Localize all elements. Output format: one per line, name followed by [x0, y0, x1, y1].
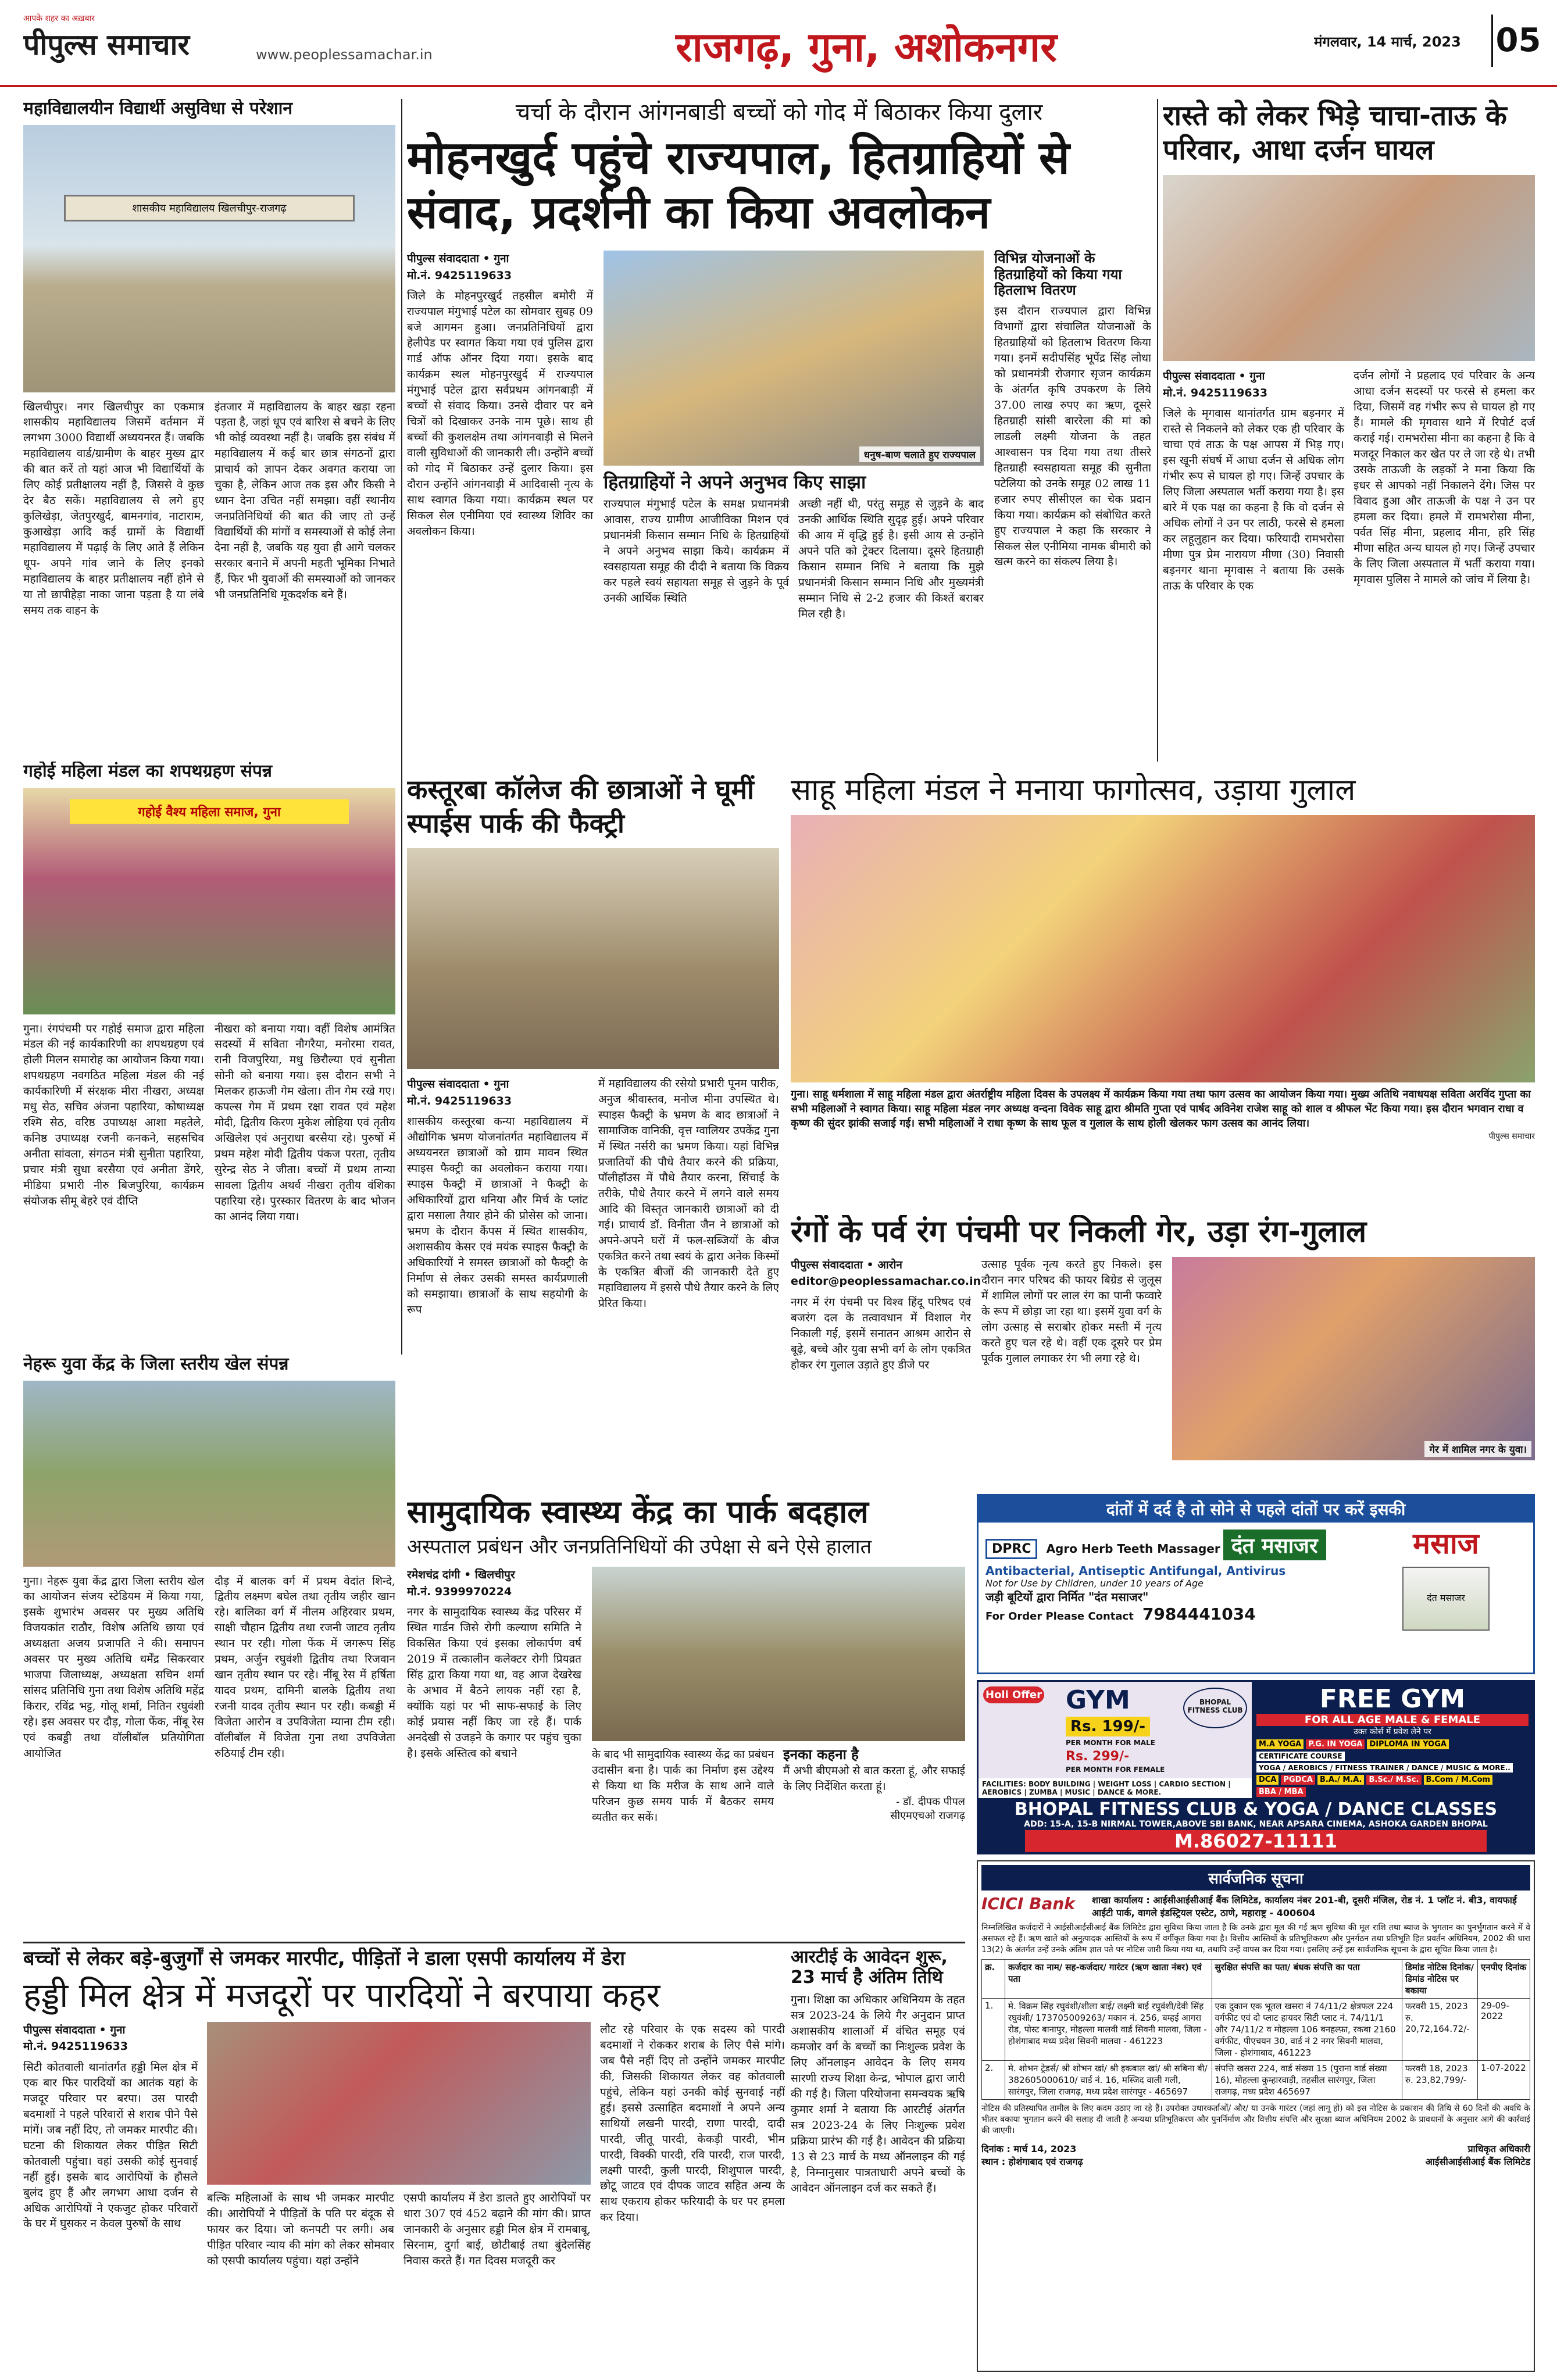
article-text: इस दौरान राज्यपाल द्वारा विभिन्न विभागों द्वारा संचालित योजनाओं के हितग्राहियों को हितलाभ वितरण किया गया। इनमें सदीपसिंह भूपेंद्र सिंह लोधा को प्रधानमंत्री रोजगार सृजन कार्यक्रम के अंतर्गत कृषि उपकरण के लिये 37.00 लाख रुपए का ऋण, दूसरे हितग्राही सांसी बाररेला की मां को लाडली लक्ष्मी योजना के तहत आश्वासन पत्र दिया गया तथा तीसरे हितग्राही स्वसहायता समूह की सुनीता पटेलिया को उनके समूह 02 लाख 11 हजार रुपए सीसीएल का चेक प्रदान किया गया। कार्यक्रम को संबोधित करते हुए राज्यपाल ने कहा कि सरकार ने सिकल सेल एनीमिया नामक बीमारी को खत्म करने का संकल्प लिया है।: [994, 304, 1151, 569]
ad-massage-text: मसाज: [1413, 1527, 1479, 1560]
article-college: [23, 99, 395, 762]
article-text: जिले के मृगवास थानांतर्गत ग्राम बड़नगर में रास्ते से निकलने को लेकर एक ही परिवार के चाचा एवं ताऊ के पक्ष आपस में भिड़ गए। इस खूनी संघर्ष में आधा दर्जन से अधिक लोग गंभीर रूप से घायल हो गए। जिन्हें उपचार के लिए जिला अस्पताल भर्ती कराया गया है। इस बारे में एक पक्ष का कहना है कि वो दर्जन से अधिक लोगों ने उन पर लाठी, फरसे से हमला कर लहूलुहान कर दिया। फरियादी रामभरोसा मीणा पुत्र प्रेम नारायण मीणा (30) निवासी बड़नगर थाना मृगवास ने बताया कि उसके ताऊ के परिवार के एक: [1163, 407, 1344, 592]
ad-courses: [1256, 1739, 1529, 1797]
article-text: लौट रहे परिवार के एक सदस्य को पारदी बदमाशों ने रोककर शराब के लिए पैसे मांगे। जब पैसे नहीं दिए तो उन्होंने जमकर मारपीट की, जिसकी शिकायत लेकर वह कोतवाली पहुंचे, लेकिन यहां उनकी कोई सुनवाई नहीं हुई। इससे उत्साहित बदमाशों ने अपने अन्य साथियों लखनी पारदी, राणा पारदी, दादी पारदी, जीतू पारदी, केकड़ी पारदी, भीम पारदी, विक्की पारदी, रवि पारदी, राज पारदी, लक्ष्मी पारदी, कुली पारदी, शिशुपाल पारदी, छोटू जाटव एवं दीपक जाटव सहित अन्य के साथ एकराय होकर फरियादी के घर पर हमला कर दिया।: [600, 2022, 785, 2224]
ad-pack: दंत मसाजर: [1402, 1567, 1490, 1631]
article-headline: रंगों के पर्व रंग पंचमी पर निकली गेर, उड़ा रंग-गुलाल: [791, 1215, 1367, 1249]
photo-caption: गेर में शामिल नगर के युवा।: [1424, 1441, 1531, 1457]
article-text: सिटी कोतवाली थानांतर्गत हड्डी मिल क्षेत्र में एक बार फिर पारदियों का आतंक यहां के मजदूर परिवार पर बरपा। उस पारदी बदमाशों ने पहले परिवारों से शराब पीने पैसे मांगें। जब नहीं दिए, तो जमकर मारपीट की। घटना की शिकायत लेकर पीड़ित सिटी कोतवाली पहुंचा। वहां उसकी कोई सुनवाई नहीं हुई। इसके बाद आरोपियों के हौसले बुलंद हुए हैं और लगभग आधा दर्जन से अधिक आरोपियों ने एकजुट होकर परिवारों के घर में घुसकर न केवल पुरुषों के साथ: [23, 2060, 198, 2231]
article-text: शासकीय कस्तूरबा कन्या महाविद्यालय में औद्योगिक भ्रमण योजनांतर्गत महाविद्यालय में अध्ययनरत छात्राओं को ग्राम मावन स्थित स्पाइस फैक्ट्री का अवलोकन कराया गया। स्पाइस फैक्ट्री में छात्राओं ने फैक्ट्री के अधिकारियों द्वारा धनिया और मिर्च के प्लांट द्वारा मसाला तैयार होने की प्रोसेस को जाना। भ्रमण के दौरान कैंपस में स्थित शासकीय, अशासकीय केसर एवं मयंक स्पाइस फैक्ट्री के अधिकारियों ने समस्त छात्राओं को फैक्ट्री के निर्माण से लेकर उसकी समस्त कार्यप्रणाली को समझाया। छात्राओं के साथ सहयोगी के रूप: [407, 1115, 588, 1316]
article-headline: गहोई महिला मंडल का शपथग्रहण संपन्न: [23, 762, 273, 781]
article-text: नीखरा को बनाया गया। वहीं विशेष आमंत्रित सदस्यों में सविता नौगरैया, मनोरमा रावत, रानी विजपुरिया, मधु छिरौल्या एवं सुनीता सोनी को बनाया गया। इस दौरान सभी ने मिलकर हाऊजी गेम खेला। तीन गेम रखे गए। कपल्स गेम में प्रथम रक्षा रावत एवं महेश मोदी, द्वितीय किरण मुकेश लोहिया एवं तृतीय अखिलेश एवं अनुराधा बरसैया रहे। पुरुषों में प्रथम महेश मोदी द्वितीय पंकज परता, तृतीय सुरेन्द्र सेठ ने जीता। बच्चों में प्रथम तान्या सावला द्वितीय अथर्व नीखरा तृतीय वंशिका पहारिया रहे। पुरस्कार वितरण के बाद भोजन का आनंद लिया गया।: [215, 1022, 395, 1224]
article-headline: आरटीई के आवेदन शुरू, 23 मार्च है अंतिम तिथि: [791, 1947, 948, 1988]
article-rte: [791, 1947, 965, 2372]
article-headline: मोहनखुर्द पहुंचे राज्यपाल, हितग्राहियों से संवाद, प्रदर्शनी का किया अवलोकन: [407, 132, 1070, 239]
advertisement-gym[interactable]: [977, 1680, 1535, 1854]
article-text: नगर में रंग पंचमी पर विश्व हिंदू परिषद एवं बजरंग दल के तत्वावधान में विशाल गेर निकाली गई, इसमें सनातन आश्रम आरोन से बूढ़े, बच्चे और युवा सभी वर्ग के लोग एकत्रित होकर रंग गुलाल उड़ाते हुए डीजे पर: [791, 1295, 971, 1371]
article-kicker: चर्चा के दौरान आंगनबाडी बच्चों को गोद में बिठाकर किया दुलार: [515, 99, 1043, 126]
ger-procession-photo: [1172, 1257, 1535, 1460]
ad-price-2-note: PER MONTH FOR FEMALE: [1066, 1766, 1165, 1774]
course-tag: BBA / MBA: [1256, 1787, 1306, 1797]
logo-text: पीपुल्स समाचार: [23, 28, 190, 62]
course-tag: PGDCA: [1281, 1775, 1315, 1785]
article-headline: हड्डी मिल क्षेत्र में मजदूरों पर पारदियों ने बरपाया कहर: [23, 1975, 660, 2016]
column-divider: [1157, 99, 1158, 762]
row-divider: [23, 1942, 965, 1943]
ad-order-label: For Order Please Contact: [985, 1610, 1134, 1623]
phone: मो.नं. 9425119633: [407, 1094, 512, 1107]
course-tag: DCA: [1256, 1775, 1279, 1785]
table-cell: मे. शोभन ट्रेडर्स/ श्री शोभन खां/ श्री इकबाल खां/ श्री सबिना बी/ 382605000610/ वार्ड नं. 16, मस्जिद वाली गली, सारंगपुर, जिला राजगढ़, मध्य प्रदेश सारंगपुर - 465697: [1005, 2060, 1212, 2099]
article-headline: महाविद्यालयीन विद्यार्थी असुविधा से परेशान: [23, 99, 293, 119]
notice-footer: नोटिस की प्रतिस्थापित तामील के लिए कदम उठाए जा रहे हैं। उपरोक्त उधारकर्ताओं/ और/ या उनके गारंटर (जहां लागू हो) को इस नोटिस के प्रकाशन की तिथि से 60 दिनों की अवधि के भीतर बकाया भुगतान करने की सलाह दी जाती है अन्यथा प्रतिभूतिकरण और पुनर्निर्माण और वित्तीय संपत्ति और सुरक्षा ब्याज अधिनियम 2002 के प्रावधानों के अनुसार आगे की कार्रवाई की जाएगी।: [981, 2103, 1530, 2135]
article-headline: रास्ते को लेकर भिड़े चाचा-ताऊ के परिवार, आधा दर्जन घायल: [1163, 99, 1507, 166]
article-haddi-mill: [23, 1947, 785, 2372]
email[interactable]: editor@peoplessamachar.co.in: [791, 1275, 981, 1288]
sahu-women-photo: [791, 815, 1535, 1082]
ad-hindi: जड़ी बूटियों द्वारा निर्मित "दंत मसाजर": [985, 1590, 1149, 1604]
table-cell: 29-09-2022: [1478, 1998, 1530, 2060]
ad-note: Not for Use by Children, under 10 years of Age: [985, 1578, 1204, 1589]
ad-free-gym: FREE GYM: [1319, 1684, 1466, 1714]
ad-top-line: दांतों में दर्द है तो सोने से पहले दांतों पर करें इसकी: [979, 1496, 1533, 1523]
article-text: गुना। नेहरू युवा केंद्र द्वारा जिला स्तरीय खेल का आयोजन संजय स्टेडियम में किया गया, इसके शुभारंभ अवसर पर मुख्य अतिथि विजयकांत राठौर, विशेष अतिथि छाया एवं अध्यक्षता अजय प्रजापति ने की। समापन अवसर पर मुख्य अतिथि धर्मेंद्र सिकरवार भाजपा जिलाध्यक्ष, अध्यक्षता सचिन शर्मा सांसद प्रतिनिधि गुना तथा विशेष अतिथि महेंद्र किरार, रविंद्र भट्ट, गोलू शर्मा, नितिन रघुवंशी रहे। इस अवसर पर दौड़, गोला फेंक, नींबू रेस एवं कबड्डी तथा वॉलीबॉल प्रतियोगिता आयोजित: [23, 1574, 204, 1760]
article-text: के बाद भी सामुदायिक स्वास्थ्य केंद्र का प्रबंधन उदासीन बना है। पार्क का निर्माण इस उद्देश्य से किया था कि मरीज के साथ आने वाले परिजन कुछ समय पार्क में बैठकर समय व्यतीत कर सकें।: [592, 1748, 774, 1824]
article-text: उत्साह पूर्वक नृत्य करते हुए निकले। इस दौरान नगर परिषद की फायर बिग्रेड से जुलूस में शामिल लोगों पर लाल रंग का पानी फव्वारे के रूप में छोड़ा जा रहा था। इसमें युवा वर्ग के लोग उत्साह से सराबोर होकर मस्ती में नृत्य करते हुए चल रहे थे। वहीं एक दूसरे पर प्रेम पूर्वक गुलाल लगाकर रंग भी लगा रहे थे।: [981, 1257, 1162, 1365]
article-headline: नेहरू युवा केंद्र के जिला स्तरीय खेल संपन्न: [23, 1355, 289, 1374]
column-header: एनपीए दिनांक: [1478, 1959, 1530, 1998]
byline: पीपुल्स संवाददाता • आरोन: [791, 1258, 902, 1271]
article-text: दौड़ में बालक वर्ग में प्रथम वेदांत शिन्दे, द्वितीय लक्ष्मण बघेल तथा तृतीय जहीर खान रहे। बालिका वर्ग में नीलम अहिरवार प्रथम, साक्षी चौहान द्वितीय तथा रजनी जाटव तृतीय स्थान पर रही। गोला फेंक में जगरूप सिंह प्रथम, अर्जुन रघुवंशी द्वितीय तथा रिजवान खान तृतीय स्थान पर रहे। नींबू रेस में हर्षिता यादव प्रथम, दामिनी बालके द्वितीय तथा रजनी यादव तृतीय स्थान पर रही। कबड्डी में विजेता आरोन व उपविजेता म्याना टीम रही। वॉलीबॉल में विजेता गुना तथा उपविजेता रुठियाई टीम रही।: [215, 1574, 395, 1760]
injured-patient-photo: [1163, 175, 1535, 361]
article-text: नगर के सामुदायिक स्वास्थ्य केंद्र परिसर में स्थित गार्डन जिसे रोगी कल्याण समिति ने विकसित किया एवं इसका लोकार्पण वर्ष 2019 में तत्कालीन कलेक्टर रोगी प्रियव्रत सिंह द्वारा किया गया था, वह आज देखरेख के अभाव में बैठने लायक नहीं रहा है, क्योंकि यहां पर भी साफ-सफाई के लिए कोई प्रयास नहीं किए जा रहे हैं। पार्क अनदेखी से उजड़ने के कगार पर पहुंच चुका है। इसके अस्तित्व को बचाने: [407, 1606, 581, 1760]
notice-place: स्थान : होशंगाबाद एवं राजगढ़: [981, 2156, 1083, 2167]
byline: पीपुल्स संवाददाता • गुना: [23, 2023, 126, 2036]
course-tag: YOGA / AEROBICS / FITNESS TRAINER / DANCE / MUSIC & MORE..: [1256, 1763, 1513, 1773]
article-text: में महाविद्यालय की रसेयो प्रभारी पूनम पारीक, अनुज श्रीवास्तव, मनोज मीना उपस्थित थे। स्पाइस फैक्ट्री के भ्रमण के बाद छात्राओं ने सामाजिक वानिकी, वृत्त ग्वालियर उपकेंद्र गुना में स्थित नर्सरी का भ्रमण किया। यहां विभिन्न प्रजातियों की पौधे तैयार करने की प्रक्रिया, पॉलीहॉउस में पौधे तैयार करना, सिंचाई के तरीके, पौधे तैयार करने में लगने वाले समय आदि की विस्तृत जानकारी छात्राओं को दी गई। प्राचार्य डॉ. विनीता जैन ने छात्राओं को अपने-अपने घरों में फल-सब्जियों के बीज एकत्रित करने तथा स्वयं के द्वारा अनेक किस्मों के एकत्रित बीजों की जानकारी देते हुए महाविद्यालय में इससे पौधे तैयार करने के लिए प्रेरित किया।: [598, 1077, 779, 1310]
article-text: जिले के मोहनपुरखुर्द तहसील बमोरी में राज्यपाल मंगुभाई पटेल का सोमवार सुबह 09 बजे आगमन हुआ। जनप्रतिनिधियों द्वारा हेलीपेड पर स्वागत किया गया एवं पुलिस द्वारा गार्ड ऑफ ऑनर दिया गया। इसके बाद कार्यक्रम स्थल मोहनपुरखुर्द में राज्यपाल मंगुभाई पटेल द्वारा सर्वप्रथम आंगनबाड़ी में बच्चों से संवाद किया। उनसे दीवार पर बने चित्रों को दिखाकर उनके नाम पूछे। साथ ही बच्चों की कुशलक्षेम तथा आंगनवाड़ी से मिलने वाली सुविधाओं की जानकारी ली। उन्होंने बच्चों को गोद में बिठाकर उन्हें दुलार किया। इस दौरान उन्होंने आंगनवाड़ी में आदिवासी नृत्य के साथ स्वागत किया गया। कार्यक्रम स्थल पर सिकल सेल एनीमिया एवं स्वास्थ्य शिविर का अवलोकन किया।: [407, 290, 593, 538]
table-row: [982, 2060, 1530, 2099]
article-text: इंतजार में महाविद्यालय के बाहर खड़ा रहना पड़ता है, जहां धूप एवं बारिश से बचने के लिए भी कोई व्यवस्था नहीं है। जबकि इस संबंध में महाविद्यालय में कई बार छात्र संगठनों द्वारा प्राचार्य को ज्ञापन देकर अवगत कराया जा चुका है, लेकिन आज तक इस और किसी ने ध्यान देना उचित नहीं समझा। वहीं स्थानीय जनप्रतिनिधियों की बात की जाए तो उन्हें विद्यार्थियों की मांगों व समस्याओं से कोई लेना देना नहीं है, जबकि यह युवा ही आगे चलकर सरकार बनाने में अपनी महती भूमिका निभाते हैं, फिर भी युवाओं की समस्याओं को जानकर भी जनप्रतिनिधि मूकदर्शक बने हैं।: [215, 400, 395, 602]
phone: मो.नं. 9425119633: [1163, 386, 1268, 399]
ad-product: Agro Herb Teeth Massager: [1046, 1542, 1220, 1556]
ad-name: दंत मसाजर: [1223, 1530, 1326, 1560]
banner-text: गहोई वैश्य महिला समाज, गुना: [70, 799, 349, 824]
table-cell: संपत्ति खसरा 224, वार्ड संख्या 15 (पुराना वार्ड संख्या 16), मोहल्ला कुम्हारवाड़ी, तहसील सारंगपुर, जिला राजगढ़, मध्य प्रदेश 465697: [1212, 2060, 1402, 2099]
notice-heading: सार्वजनिक सूचना: [981, 1865, 1530, 1891]
sports-event-photo: [23, 1381, 395, 1567]
table-cell: मे. विक्रम सिंह रघुवंशी/शीला बाई/ लक्ष्मी बाई रघुवंशी/देवी सिंह रघुवंशी/ 173705009263/ मकान नं. 256, बम्हई आगरा रोड, पोस्ट बानापुर, मोहल्ला मालवी वार्ड सिवनी मालवा, जिला - होशंगाबाद मध्य प्रदेश सिवनी मालवा - 461223: [1005, 1998, 1212, 2060]
ad-gym-phone[interactable]: M.86027-11111: [1025, 1830, 1487, 1852]
notice-signatory-bank: आईसीआईसीआई बैंक लिमिटेड: [1425, 2156, 1530, 2167]
victims-photo: [207, 2022, 591, 2185]
article-text: दर्जन लोगों ने प्रहलाद एवं परिवार के अन्य आधा दर्जन सदस्यों पर फरसे से हमला कर दिया, जिसमें वह गंभीर रूप से घायल हो गए हैं। मामले की मृगवास थाने में रिपोर्ट दर्ज कराई गई। रामभरोसा मीना का कहना है कि वे मजदूर निकाल कर खेत पर ले जा रहे थे। तभी उसके ताऊजी के लड़कों ने मना किया कि इधर से आपको नहीं निकालने देंगे। जिस पर विवाद हुआ और ताऊजी के पक्ष ने उन पर हमला कर दिया। हमले में रामभरोसा मीना, पर्वत सिंह मीना, प्रहलाद मीना, हरि सिंह मीणा सहित अन्य घायल हो गए। जिन्हें उपचार के लिए जिला अस्पताल में भर्ती कराया गया। मृगवास पुलिस ने मामले को जांच में लिया है।: [1354, 369, 1535, 586]
article-nehru: [23, 1355, 395, 1942]
park-photo: [592, 1567, 965, 1741]
article-text: राज्यपाल मंगुभाई पटेल के समक्ष प्रधानमंत्री आवास, राज्य ग्रामीण आजीविका मिशन एवं प्रधानमंत्री किसान सम्मान निधि के हितग्राहियों ने अपने अनुभव साझा किये। कार्यक्रम में स्वसहायता समूह की दीदी ने बताया कि विक्रय कर पहले स्वयं सहायता समूह से जुड़ने के पूर्व उनकी आर्थिक स्थिति: [603, 497, 789, 605]
phone: मो.नं. 9399970224: [407, 1585, 512, 1598]
photo-credit: पीपुल्स समाचार: [1488, 1132, 1535, 1142]
ad-free-note: उक्त कोर्स में प्रवेश लेने पर: [1354, 1727, 1431, 1736]
gate-sign: शासकीय महाविद्यालय खिलचीपुर-राजगढ़: [64, 195, 355, 221]
ad-free-sub: FOR ALL AGE MALE & FEMALE: [1256, 1714, 1529, 1726]
logo-tagline: आपके शहर का अख़बार: [23, 14, 95, 23]
article-subhead: अस्पताल प्रबंधन और जनप्रतिनिधियों की उपेक्षा से बने ऐसे हालात: [407, 1535, 872, 1559]
ad-price: Rs. 199/-: [1066, 1717, 1150, 1736]
course-tag: B.Com / M.Com: [1424, 1775, 1493, 1785]
course-tag: P.G. IN YOGA: [1306, 1739, 1365, 1749]
governor-photo: [603, 251, 984, 466]
ad-facilities: FACILITIES: BODY BUILDING | WEIGHT LOSS | CARDIO SECTION | AEROBICS | ZUMBA | MUSIC | DANCE & MORE.: [979, 1778, 1252, 1798]
quote-heading: इनका कहना है: [783, 1746, 859, 1763]
column-header: डिमांड नोटिस दिनांक/ डिमांड नोटिस पर बकाया: [1402, 1959, 1478, 1998]
article-headline: साहू महिला मंडल ने मनाया फागोत्सव, उड़ाया गुलाल: [791, 773, 1356, 807]
photo-caption: गुना। साहू धर्मशाला में साहू महिला मंडल द्वारा अंतर्राष्ट्रीय महिला दिवस के उपलक्ष्य में कार्यक्रम किया गया तथा फाग उत्सव का आयोजन किया गया। मुख्य अतिथि नवाधयक्ष सविता अरविंद गुप्ता का सभी महिलाओं ने स्वागत किया। साहू महिला मंडल नगर अध्यक्ष वन्दना विवेक साहू द्वारा श्रीमति गुप्ता एवं पार्षद अविनेश राजेश साहू को शाल व श्रीफल भेंट किया गया। इस दौरान भगवान राधा व कृष्ण की सुंदर झांकी सजाई गई। सभी महिलाओं ने राधा कृष्ण के साथ फूल व गुलाल के साथ होली खेलकर फाग उत्सव का आनंद लिया।: [791, 1088, 1531, 1130]
notice-signatory: प्राधिकृत अधिकारी: [1467, 2143, 1530, 2154]
article-kasturba: [407, 773, 779, 1465]
ad-club-name: BHOPAL FITNESS CLUB & YOGA / DANCE CLASSES: [1014, 1799, 1498, 1820]
public-notice: [977, 1860, 1535, 2372]
table-cell: 2.: [982, 2060, 1005, 2099]
ad-phone[interactable]: 7984441034: [1142, 1604, 1256, 1624]
photo-caption: धनुष-बाण चलाते हुए राज्यपाल: [859, 446, 980, 462]
ad-brand-logo: DPRC: [985, 1539, 1037, 1559]
section-title: राजगढ़, गुना, अशोकनगर: [676, 23, 1057, 71]
article-park: [407, 1494, 965, 1942]
byline: पीपुल्स संवाददाता • गुना: [1163, 370, 1265, 383]
table-cell: 1.: [982, 1998, 1005, 2060]
students-photo: [407, 848, 779, 1069]
newspaper-logo: [23, 13, 267, 71]
column-header: कर्जदार का नाम/ सह-कर्जदार/ गारंटर (ऋण खाता नंबर) एवं पता: [1005, 1959, 1212, 1998]
notice-office: शाखा कार्यालय : आईसीआईसीआई बैंक लिमिटेड, कार्यालय नंबर 201-बी, दूसरी मंजिल, रोड नं. 1 प्लॉट नं. बी3, वायफाई आईटी पार्क, वागले इंडस्ट्रियल एस्टेट, ठाणे, महाराष्ट्र - 400604: [1092, 1895, 1517, 1918]
ad-address: ADD: 15-A, 15-B NIRMAL TOWER,ABOVE SBI BANK, NEAR APSARA CINEMA, ASHOKA GARDEN BHOPAL: [1024, 1820, 1488, 1829]
table-cell: 1-07-2022: [1478, 2060, 1530, 2099]
course-tag: DIPLOMA IN YOGA: [1367, 1739, 1449, 1749]
article-text: बल्कि महिलाओं के साथ भी जमकर मारपीट की। आरोपियों ने पीड़ितों के पति पर बंदूक से फायर कर दिया। जो कनपटी पर लगी। अब पीड़ित परिवार न्याय की मांग को लेकर सोमवार को एसपी कार्यालय पहुंचा। यहां उन्होंने: [207, 2191, 394, 2267]
article-clash: [1163, 99, 1535, 762]
ad-club-logo: BHOPAL FITNESS CLUB: [1183, 1688, 1247, 1728]
notice-intro: निम्नलिखित कर्जदारों ने आईसीआईसीआई बैंक लिमिटेड द्वारा सुविधा किया जाता है कि उनके द्वारा मूल की गई ऋण सुविधा की मूल राशि तथा ब्याज के भुगतान का पुनर्भुगतान करने में वे असफल रहे हैं। ऋण खाते को अनुत्पादक आस्तियों के रूप में वर्गीकृत किया गया है। वित्तीय आस्तियों के प्रतिभूतिकरण और पुनर्गठन तथा प्रतिभूति हित प्रवर्तन अधिनियम, 2002 की धारा 13(2) के अंतर्गत उन्हें उनके अंतिम ज्ञात पते पर नोटिस जारी किया गया था, तथापि उन्हें वापस कर दिया गया। इसलिए उन्हें इस सार्वजनिक सूचना के द्वारा सूचित किया जाता है।: [981, 1923, 1530, 1954]
article-headline: कस्तूरबा कॉलेज की छात्राओं ने घूमीं स्पाईस पार्क की फैक्ट्री: [407, 774, 754, 839]
article-text: खिलचीपुर। नगर खिलचीपुर का एकमात्र शासकीय महाविद्यालय जिसमें वर्तमान में लगभग 3000 विद्यार्थी अध्ययनरत हैं। जबकि महाविद्यालय वार्ड/ग्रामीण के बाहर मुख्य द्वार की बात करें तो यहां आज भी विद्यार्थियों के लिए कोई प्रतीक्षालय नहीं है, जिससे वे कुछ देर बैठ सकें। महाविद्यालय से लगे हुए कुलिखेड़ा, जेतपुरखुर्द, बामनगांव, नाटाराम, कुआखेड़ा आदि कई ग्रामों के विद्यार्थी महाविद्यालय में पढ़ाई के लिए आते हैं लेकिन धूप- अपने गांव जाने के लिए इनको महाविद्यालय के बाहर प्रतीक्षालय नहीं होने से या तो छापीहेड़ा नाका जाना पड़ता है या लंबे समय तक वाहन के: [23, 400, 204, 617]
phone: मो.नं. 9425119633: [407, 269, 512, 282]
issue-date: मंगलवार, 14 मार्च, 2023: [1314, 34, 1461, 50]
byline: पीपुल्स संवाददाता • गुना: [407, 252, 509, 266]
college-gate-photo: [23, 125, 395, 392]
article-sahu: [791, 773, 1535, 1209]
article-text: एसपी कार्यालय में डेरा डालते हुए आरोपियों पर धारा 307 एवं 452 बढ़ाने की मांग की। प्राप्त जानकारी के अनुसार हड्डी मिल क्षेत्र में रामबाबू, सिरनाम, दुर्गा बाई, छोटीबाई तथा बुंदेलसिंह निवास करते हैं। गत दिवस मजदूरी कर: [403, 2191, 591, 2267]
byline: पीपुल्स संवाददाता • गुना: [407, 1078, 509, 1091]
site-url[interactable]: www.peoplessamachar.in: [256, 47, 433, 63]
article-text: गुना। रंगपंचमी पर गहोई समाज द्वारा महिला मंडल की नई कार्यकारिणी का शपथग्रहण एवं होली मिलन समारोह का आयोजन किया गया। शपथग्रहण नवगठित महिला मंडल की नई कार्यकारिणी में संरक्षक मीरा नीखरा, अध्यक्ष मधु सेठ, सचिव अंजना पहारिया, कोषाध्यक्ष रश्मि सेठ, वरिष्ठ उपाध्यक्ष आशा महतेले, कनिष्ठ उपाध्यक्ष रजनी कनकने, सहसचिव अनीता सांवला, संगठन मंत्री सुनीता पहारिया, प्रचार मंत्री सुधा बरसैया एवं अनीता डेंगरे, मीडिया प्रभारी नीरु बिजपुरिया, कार्यक्रम संयोजक सीमू बेहरे एवं दीप्ति: [23, 1022, 204, 1208]
course-tag: B.Sc./ M.Sc.: [1366, 1775, 1421, 1785]
table-cell: एक दुकान एक भूतल खसरा नं 74/11/2 क्षेत्रफल 224 वर्गफीट एवं दो प्लाट हायदर सिटी प्लाट नं. 74/11/1 और 74/11/2 व मोहल्ला 106 बनहल्फ़ा, रकबा 2160 वर्गफीट, पीएचयन 30, वार्ड नं 2 नगर सिवनी मालवा, जिला - होशंगाबाद, 461223: [1212, 1998, 1402, 2060]
advertisement-dant-masajar[interactable]: [977, 1494, 1535, 1674]
column-divider: [401, 99, 402, 1355]
icici-logo: ICICI Bank: [981, 1894, 1075, 1913]
side-headline: विभिन्न योजनाओं के हितग्राहियों को किया गया हितलाभ वितरण: [994, 250, 1122, 299]
notice-table: [981, 1959, 1530, 2100]
table-header-row: [982, 1959, 1530, 1998]
column-header: क्र.: [982, 1959, 1005, 1998]
column-header: सुरक्षित संपत्ति का पता/ बंधक संपत्ति का पता: [1212, 1959, 1402, 1998]
article-ger: [791, 1215, 1535, 1488]
masthead: [0, 0, 1557, 87]
byline: रमेशचंद्र दांगी • खिलचीपुर: [407, 1568, 515, 1582]
quote-text: मैं अभी बीएमओ से बात करता हूं, और सफाई के लिए निर्देशित करता हूं।: [783, 1764, 965, 1793]
course-tag: CERTIFICATE COURSE: [1256, 1752, 1345, 1761]
article-headline: सामुदायिक स्वास्थ्य केंद्र का पार्क बदहाल: [407, 1494, 869, 1530]
article-governor: [407, 99, 1151, 764]
notice-date: दिनांक : मार्च 14, 2023: [981, 2143, 1077, 2154]
ad-price-2: Rs. 299/-: [1066, 1749, 1130, 1764]
gahoi-group-photo: [23, 788, 395, 1014]
ad-offer: Holi Offer: [983, 1686, 1044, 1703]
course-tag: B.A./ M.A.: [1317, 1775, 1364, 1785]
course-tag: M.A YOGA: [1256, 1739, 1304, 1749]
page-number: 05: [1491, 15, 1544, 67]
article-gahoi: [23, 762, 395, 1360]
table-cell: फरवरी 15, 2023 रु. 20,72,164.72/-: [1402, 1998, 1478, 2060]
article-text: गुना। शिक्षा का अधिकार अधिनियम के तहत सत्र 2023-24 के लिये गैर अनुदान प्राप्त अशासकीय शालाओं में वंचित समूह एवं कमजोर वर्ग के बच्चों का निःशुल्क प्रवेश के लिए ऑनलाइन आवेदन के लिए समय सारणी राज्य शिक्षा केन्द्र, भोपाल द्वारा जारी की गई है। जिला परियोजना समन्वयक ऋषि कुमार शर्मा ने बताया कि आरटीई अंतर्गत सत्र 2023-24 के लिए निःशुल्क प्रवेश प्रक्रिया प्रारंभ की गई है। आवेदन की प्रक्रिया 13 से 23 मार्च के मध्य ऑनलाइन की गई है, निम्नानुसार पात्रताधारी अपने बच्चों के आवेदन ऑनलाइन दर्ज कर सकते हैं।: [791, 1993, 965, 2195]
ad-features: Antibacterial, Antiseptic Antifungal, Antivirus: [985, 1564, 1286, 1578]
ad-price-note: PER MONTH FOR MALE: [1066, 1739, 1155, 1747]
phone: मो.नं. 9425119633: [23, 2040, 128, 2053]
quote-author: - डॉ. दीपक पीपल: [896, 1795, 965, 1808]
table-cell: फरवरी 18, 2023 रु. 23,82,799/-: [1402, 2060, 1478, 2099]
article-subhead: हितग्राहियों ने अपने अनुभव किए साझा: [603, 471, 866, 494]
ad-gym-label: GYM: [1066, 1685, 1130, 1715]
table-row: [982, 1998, 1530, 2060]
quote-role: सीएमएचओ राजगढ़: [890, 1809, 965, 1822]
article-kicker: बच्चों से लेकर बड़े-बुजुर्गों से जमकर मारपीट, पीड़ितों ने डाला एसपी कार्यालय में डेरा: [23, 1947, 626, 1970]
article-text: अच्छी नहीं थी, परंतु समूह से जुड़ने के बाद उनकी आर्थिक स्थिति सुदृढ़ हुई। अपने परिवार की आय में वृद्धि हुई है। इसी आय से उन्होंने अपने पति को ट्रेक्टर दिलाया। दूसरे हितग्राही किसान सम्मान निधि ने बताया कि मुझे प्रधानमंत्री किसान सम्मान निधि और मुख्यमंत्री सम्मान निधि से 2-2 हजार की किश्तें बराबर मिल रही है।: [798, 497, 984, 620]
